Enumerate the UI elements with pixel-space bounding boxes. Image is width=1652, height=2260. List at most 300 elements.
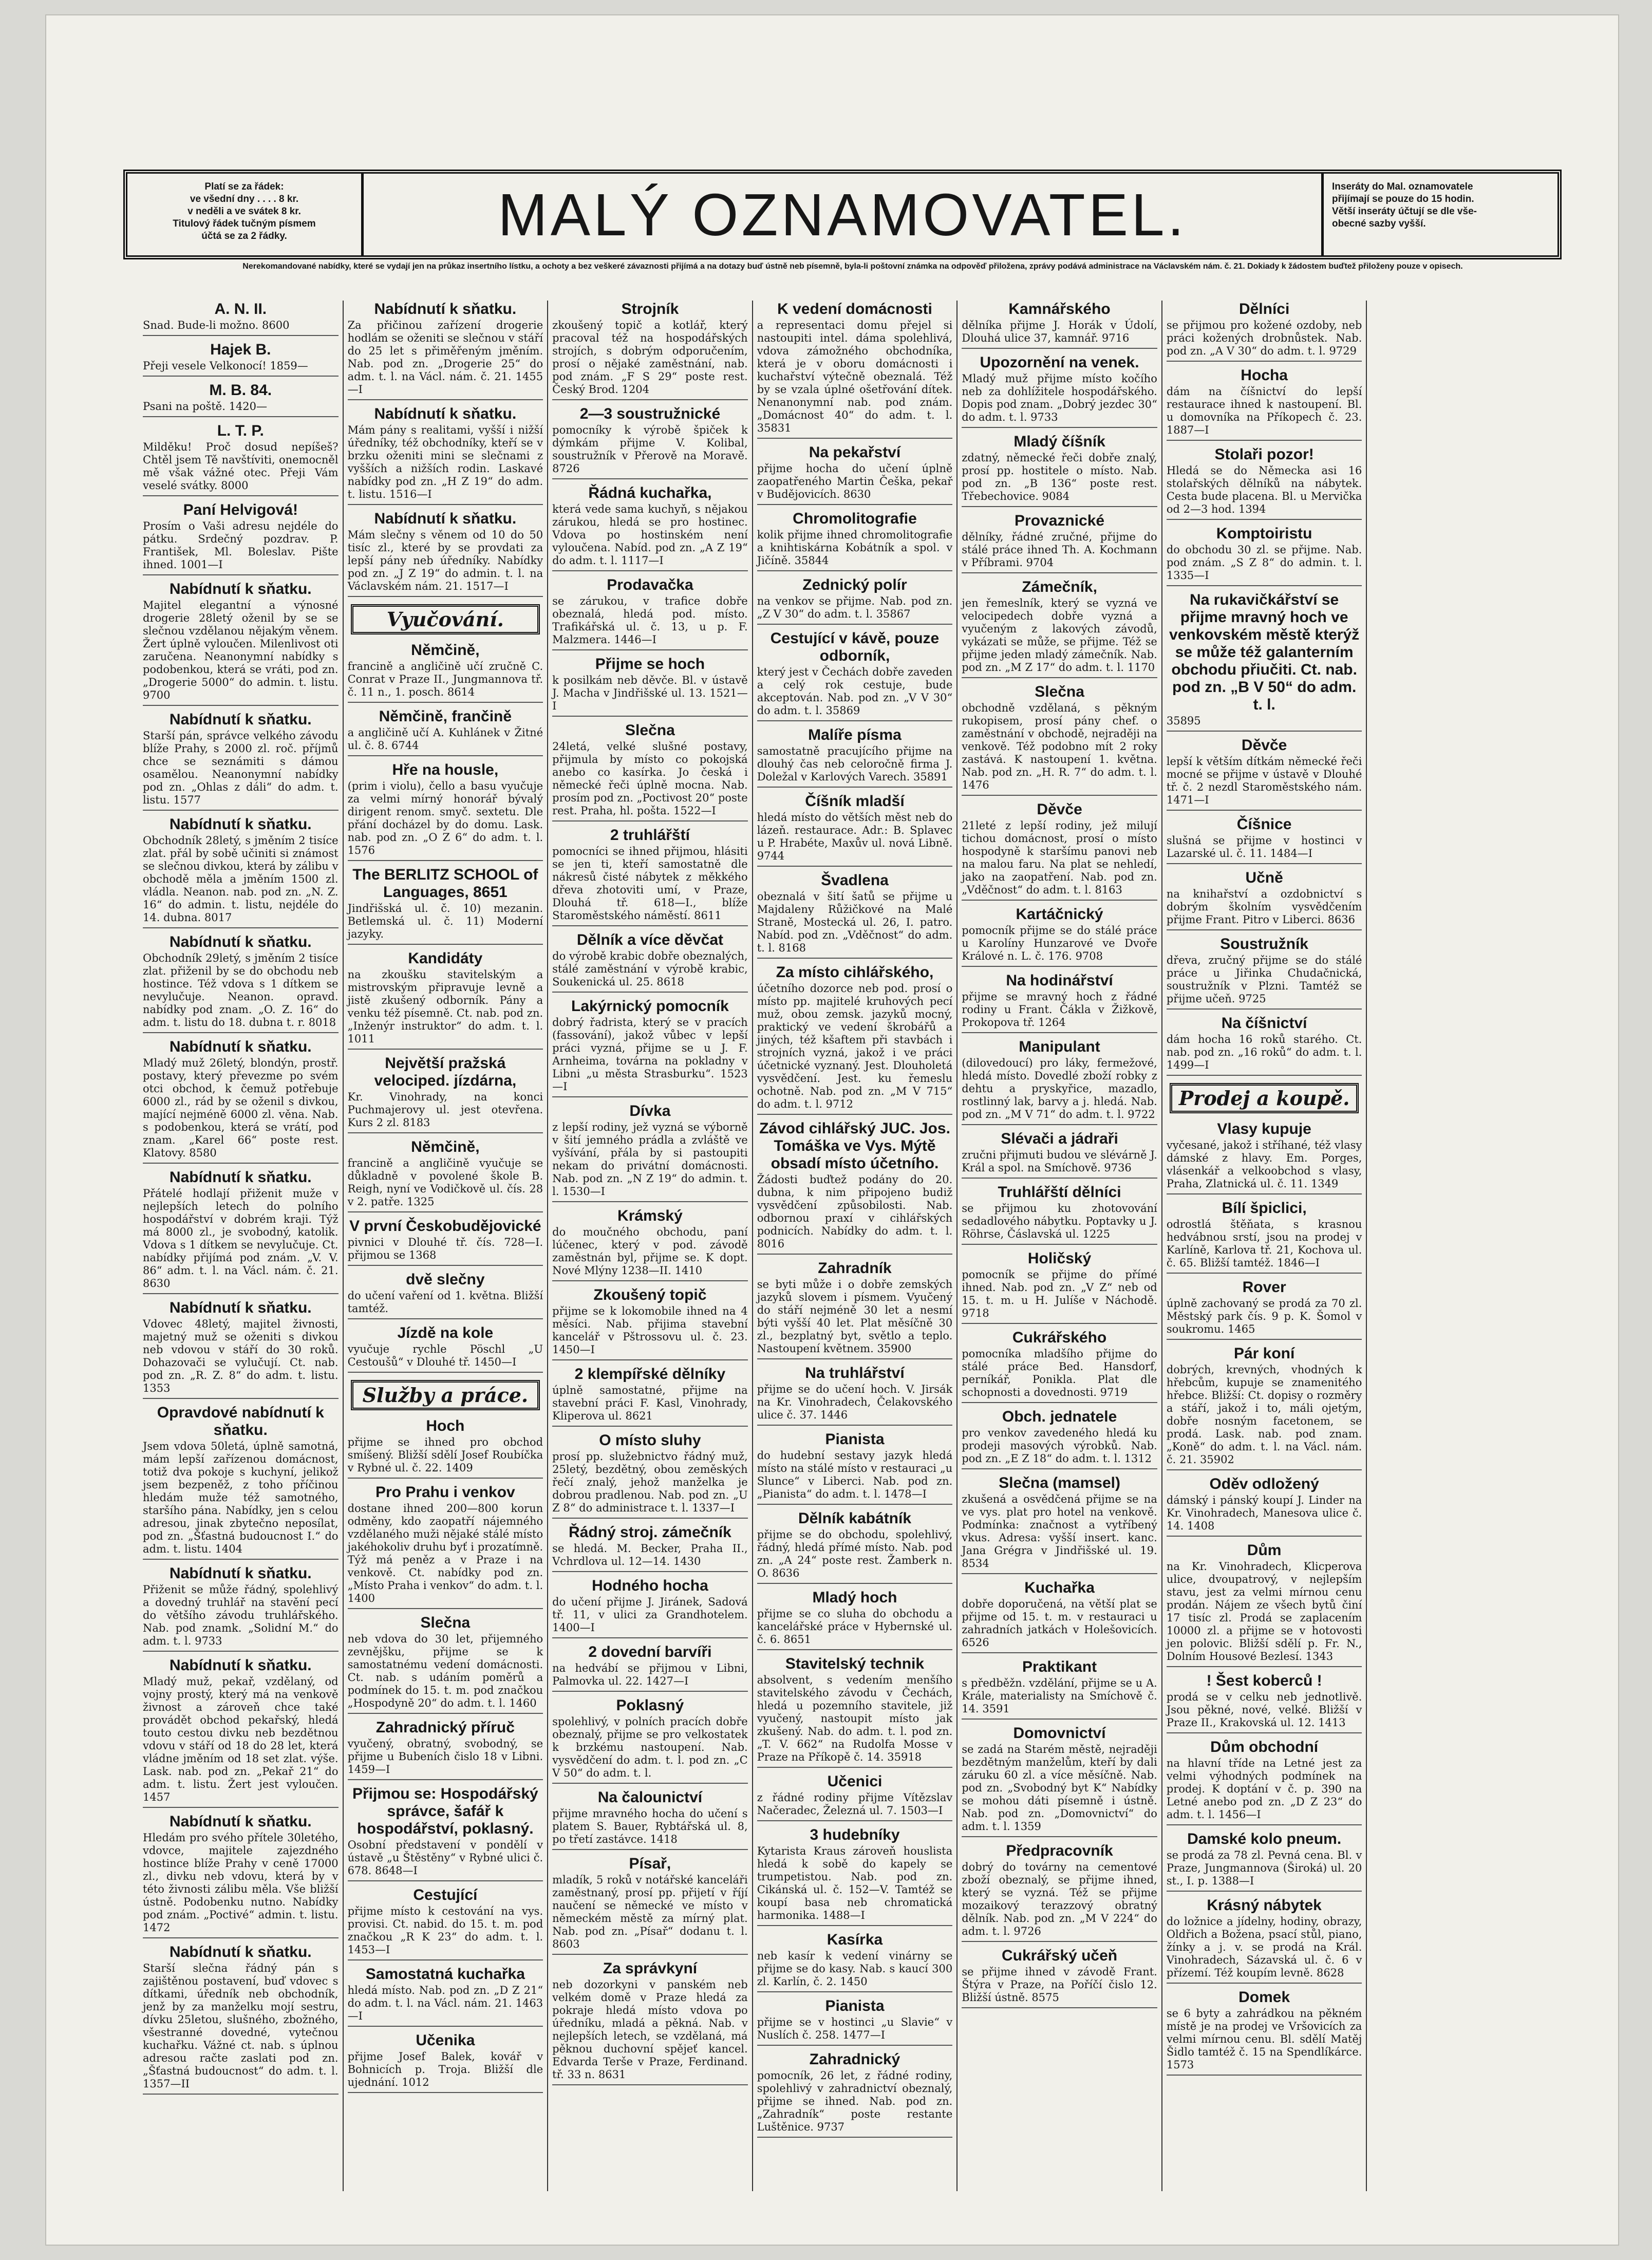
classified-ad [348,866,543,945]
ad-body: mladík, 5 roků v notářské kanceláři zaměstnaný, prosí pp. přijetí v říjí naučení se německé ve místo v německém městě za mírný plat. Nab. pod zn. „Písař“ dodanu t. l. 8603 [552,1874,748,1950]
info-line: obecné sazby vyšší. [1332,218,1426,229]
column-7 [1367,301,1572,2191]
section-heading: Vyučování. [351,604,540,634]
classified-ad [348,1055,543,1133]
ad-heading: Zámečník, [1022,578,1097,595]
ad-heading: Nabídnutí k sňatku. [169,1299,312,1316]
classified-ad [1167,1897,1362,1984]
ad-heading: Nabídnutí k sňatku. [374,405,517,422]
ad-body: Obchodník 28letý, s jměním 2 tisíce zlat. přál by sobě učiniti si známost se slečnou divkou, která by zálibu v obchodě měla a jměním 1500 zl. vládla. Neanon. nab. pod zn. „N. Z. 16“ do admin. t. listu, nejdéle do 14. dubna. 8017 [143,834,339,924]
ad-body: Prosím o Vaši adresu nejdéle do pátku. Srdečný pozdrav. P. František, Ml. Boleslav. Pište ihned. 1001—I [143,520,339,571]
ad-body: zkušená a osvědčená přijme se na ve vys. plat pro hotel na venkově. Podmínka: značnost a vytříbený vkus. Adresa: vyšší insert. kanc. Jana Grégra v Jindřišské ul. 19. 8534 [962,1493,1157,1570]
classified-ad [348,2032,543,2093]
price-line: ve všední dny . . . . 8 kr. [190,194,299,204]
classified-ad [143,422,339,496]
ad-heading: Nabídnutí k sňatku. [169,1657,312,1674]
ad-heading: Domovnictví [1013,1725,1106,1742]
classified-ad [552,301,748,400]
classified-ad [348,1324,543,1373]
ad-heading: Bílí špiclici, [1222,1200,1307,1217]
classified-ad [348,405,543,505]
ad-body: Hledám pro svého přítele 30letého, vdovce, majitele zajezdného hostince blíže Prahy v ceně 17000 zl., divku neb vdovu, která by v této živnosti zálibu měla. Vše bližší ústně. Podobenku nutno. Nabídky pod znám. „Poctivé“ admin. t. listu. 1472 [143,1832,339,1934]
classified-ad [962,1329,1157,1403]
ad-heading: Samostatná kuchařka [365,1966,525,1983]
ad-heading: M. B. 84. [209,382,272,399]
classified-ad [348,1966,543,2027]
classified-ad [1167,446,1362,520]
ad-body: Mladý muž 26letý, blondýn, prostř. postavy, který převezme po svém otci obchod, k čemuž potřebuje 6000 zl., rád by se oženil s divkou, mající nejméně 6000 zl. věna. Nab. s podobenkou, která se vrátí, pod znam. „Karel 66“ poste rest. Klatovy. 8580 [143,1057,339,1159]
ad-body: do moučného obchodu, paní lúčenec, který v pod. závodě zaměstnán byl, přijme se. K dopt. Nové Mlýny 1238—II. 1410 [552,1226,748,1277]
ad-body: do učení vaření od 1. května. Bližší tamtéž. [347,1290,543,1315]
ad-body: úplně samostatné, přijme na stavební práci F. Kasl, Vinohrady, Kliperova ul. 8621 [552,1384,748,1422]
ad-heading: The BERLITZ SCHOOL of Languages, 8651 [352,866,538,901]
ad-body: zručni přijmuti budou ve slévárně J. Král a spol. na Smíchově. 9736 [962,1149,1157,1174]
ad-heading: Nabídnutí k sňatku. [169,1944,312,1960]
ad-heading: 3 hudebníky [810,1826,900,1843]
ad-heading: Dělníci [1238,301,1290,317]
classified-ad [757,1510,953,1584]
classified-ad [962,433,1157,507]
ad-body: Přeji vesele Velkonocí! 1859— [143,360,308,372]
ad-heading: 2 klempířské dělníky [574,1366,726,1383]
ad-heading: Holičský [1027,1250,1092,1267]
ad-body: Jsem vdova 50letá, úplně samotná, mám lepší zařízenou domácnost, totiž dva pokoje s kuchyní, jelikož jsem bezpeněž, z toho příčinou hledám muže též samotného, staršího pána. Nabídky, jen s celou adresou, jinak zbytečno neposílat, pod zn. „Šťastná budoucnost I.“ do adm. t. listu. 1404 [143,1440,339,1555]
ad-heading: Krásný nábytek [1207,1897,1322,1914]
classified-ad [757,1655,953,1768]
ad-body: pomocník se přijme do přímé ihned. Nab. pod zn. „V Z“ neb od 15. t. m. u H. Julíše v Náchodě. 9718 [962,1268,1157,1319]
ad-body: do hudební sestavy jazyk hledá místo na stálé místo v restauraci „u Slunce“ v Liberci. Nab. pod zn. „Pianista“ do adm. t. l. 1478—I [757,1449,953,1500]
classified-ad [348,642,543,703]
ad-body: se hledá. M. Becker, Praha II., Vchrdlova ul. 12—14. 1430 [552,1542,748,1567]
ad-heading: Krámský [617,1207,683,1224]
classified-ad [552,1855,748,1955]
classified-ad [348,950,543,1050]
ad-body: pomocníci se ihned přijmou, hlásiti se jen ti, kteří samostatně dle nákresů čisté nábytek z měkkého dřeva zhotoviti umí, v Praze, Dlouhá tř. 618—I., blíže Staroměstského náměstí. 8611 [552,845,748,922]
ad-heading: Zahradnický příruč [376,1719,515,1736]
ad-heading: Prodavačka [607,576,693,593]
classified-ad [348,1614,543,1714]
classified-ad [1167,367,1362,441]
ad-body: dobrých, krevných, vhodných k hřebcům, kupuje se znamenitého hřebce. Bližší: Ct. dopisy o rozměry a stáří, jakož i to, máli ojetým, dobře nosným facetonem, se prodá. Lask. nab. pod znam. „Koně“ do adm. t. l. na Václ. nám. č. 21. 35902 [1166,1364,1362,1466]
ad-heading: Manipulant [1019,1038,1100,1055]
ad-heading: Opravdové nabídnutí k sňatku. [157,1404,324,1439]
classified-ad [757,576,953,625]
ad-heading: Nabídnutí k sňatku. [374,301,517,317]
classified-ad [552,484,748,571]
ad-body: se 6 byty a zahrádkou na pěkném místě je na prodej ve Vršovicích za velmi mírnou cenu. Bl. sdělí Matěj Šidlo tamtéž č. 15 na Spendlíkárce. 1573 [1166,2007,1362,2071]
ad-heading: Hajek B. [210,341,271,358]
classified-ad [1167,301,1362,362]
ad-heading: Hocha [1241,367,1288,384]
ad-body: přijme Josef Balek, kovář v Bohnicích p. Troja. Bližší dle ujednání. 1012 [347,2050,543,2088]
page-title: MALÝ OZNAMOVATEL. [498,181,1187,248]
classified-ad [1167,1120,1362,1194]
classified-ad [348,1417,543,1479]
ad-heading: L. T. P. [217,422,264,439]
ad-body: Přiženit se může řádný, spolehlivý a dovedný truhlář na stavění pecí do většího závodu truhlářského. Nab. pod znamk. „Solidní M.“ do adm. t. l. 9733 [143,1583,339,1647]
ad-heading: Soustružník [1220,936,1308,952]
ad-body: se přijmou ku zhotovování sedadlového nábytku. Poptavky u J. Röhrse, Čáslavská ul. 1225 [962,1202,1157,1240]
ad-heading: Praktikant [1022,1658,1097,1675]
ad-heading: Zahradnický [809,2051,900,2068]
ad-body: Osobní představení v pondělí v ústavě „u Štěstěny“ v Rybné ulici č. 678. 8648—I [347,1839,543,1877]
ad-heading: Pianista [825,1997,885,2014]
classified-ad [757,793,953,867]
ad-body: s předběžn. vzdělání, přijme se u A. Krále, materialisty na Smíchově č. 14. 3591 [962,1677,1157,1715]
classified-ad [552,1960,748,2085]
ad-heading: Předpracovník [1006,1842,1113,1859]
classified-ad [757,1120,953,1255]
ad-heading: dvě slečny [406,1271,485,1288]
ad-body: dám hocha 16 roků starého. Ct. nab. pod zn. „16 roků“ do adm. t. l. 1499—I [1166,1033,1362,1071]
classified-ad [1167,1279,1362,1340]
classified-ad [1167,936,1362,1010]
classified-ad [143,341,339,377]
ad-body: Mám pány s realitami, vyšší i nižší úředníky, též obchodníky, kteří se v brzku oženiti mini se slečnami z vyšších a nižších rodin. Laskavé nabídky pod zn. „H Z 19“ do adm. t. listu. 1516—I [347,424,543,500]
classified-ad [962,1130,1157,1179]
ad-body: vyučený, obratný, svobodný, se přijme u Bubeních čislo 18 v Libni. 1459—I [347,1738,543,1776]
ad-heading: Pár koní [1233,1345,1295,1362]
ad-heading: Děvče [1241,737,1287,754]
ad-heading: Strojník [621,301,679,317]
ad-heading: Malíře písma [808,726,902,743]
ad-body: přijme se co sluha do obchodu a kancelářské práce v Hybernské ul. č. 6. 8651 [757,1608,953,1646]
ad-heading: Nabídnutí k sňatku. [169,816,312,833]
ad-body: francině a angličině učí zručně C. Conrat v Praze II., Jungmannova tř. č. 11 n., 1. posch. 8614 [347,660,543,698]
ad-heading: Kuchařka [1024,1579,1095,1596]
classified-ad [757,726,953,788]
classified-ad [1167,1345,1362,1470]
ad-heading: Závod cihlářský JUC. Jos. Tomáška ve Vys. Mýtě obsadí místo účetního. [759,1120,950,1172]
ad-heading: A. N. II. [214,301,267,317]
ad-body: Mám slečny s věnem od 10 do 50 tisíc zl., které by se provdati za lepší pány neb úředníky. Nabídky pod zn. „J Z 19“ do admin. t. l. na Václavském nám. 21. 1517—I [347,529,543,592]
ad-heading: Kandidáty [408,950,483,967]
ad-body: obchodně vzdělaná, s pěkným rukopisem, prosí pány chef. o zaměstnání v obchodě, nejraději na venkově. Též podobno mít 2 roky zastává. K nastoupení 1. května. Nab. pod zn. „H. R. 7“ do adm. t. l. 1476 [962,702,1157,791]
price-line: v neděli a ve svátek 8 kr. [187,206,301,217]
ad-body: Žádosti buďtež podány do 20. dubna, k nim připojeno budiž vysvědčení způsobilosti. Nab. odbornou praxí v cihlářských podnicích. Nabídky do adm. t. l. 8016 [757,1173,953,1250]
ad-body: hledá místo do větších měst neb do lázeň. restaurace. Adr.: B. Splavec u P. Hrabéte, Maxův ul. nová Libně. 9744 [757,811,953,862]
ad-body: prosí pp. služebnictvo řádný muž, 25letý, bezdětný, obou zeměských řečí znalý, jehož manželka je dobrou pradlenou. Nab. pod zn. „U Z 8“ do administrace t. l. 1337—I [552,1450,748,1514]
ad-body: do učení přijme J. Jiránek, Sadová tř. 11, v ulici za Grandhotelem. 1400—I [552,1596,748,1634]
classified-ad [552,656,748,717]
classified-ad [962,1842,1157,1942]
ad-body: která vede sama kuchyň, s nějakou zárukou, hledá se pro hostinec. Vdova po hostinském není vyloučena. Nabíd. pod zn. „A Z 19“ do adm. t. l. 1117—I [552,503,748,567]
ad-body: obeznalá v šití šatů se přijme u Majdaleny Růžičkové na Malé Straně, Mostecká ul. 26, I. patro. Nabíd. pod zn. „Vděčnost“ do adm. t. l. 8168 [757,890,953,954]
ad-body: Kytarista Kraus zároveň houslista hledá k sobě do kapely se trumpetistou. Nab. pod zn. Cikánská ul. č. 152—V. Tamtéž se koupí basa neb chromatická harmonika. 1488—I [757,1845,953,1921]
ad-body: zdatný, německé řeči dobře znalý, prosí pp. hostitele o místo. Nab. pod zn. „B 136“ poste rest. Třebechovice. 9084 [962,452,1157,502]
classified-ad [1167,1542,1362,1667]
ad-body: se zadá na Starém městě, nejraději bezdětným manželům, kteří by dali záruku 60 zl. a více měsíčně. Nab. pod zn. „Svobodný byt K“ Nabídky se mohou dáti písemně i ústně. Nab. pod zn. „Domovnictví“ do adm. t. l. 1359 [962,1743,1157,1833]
ad-heading: Nabídnutí k sňatku. [374,510,517,527]
ad-body: účetního dozorce neb pod. prosí o místo pp. majitelé kruhových pecí muž, obou zemsk. jazyků mocný, praktický ve vedení škrobářů a jiných, též kšaftem při stavbách i strojních vyzná, jakož i ve práci účetnické vyznaný. Jest. Dlouholetá vysvědčení. Jest. ku řemeslu ochotně. Nab. pod zn. „M V 715“ do adm. t. l. 9712 [757,982,953,1110]
ad-heading: Chromolitografie [793,510,917,527]
classified-ad [348,510,543,597]
classified-ad [757,630,953,721]
classified-ad [552,1789,748,1850]
ad-body: přijme se do učení hoch. V. Jirsák na Kr. Vinohradech, Čelakovského ulice č. 37. 1446 [757,1383,953,1421]
classified-ad [962,512,1157,573]
ad-columns [139,301,1572,2191]
ad-body: Kr. Vinohrady, na konci Puchmajerovy ul. jest otevřena. Kurs 2 zl. 8183 [347,1091,543,1129]
ad-heading: Cukrářský učeň [1002,1947,1118,1964]
ad-body: a representaci domu přejel si nastoupiti intel. dáma spolehlivá, vdova zámožného obchodníka, která je v oboru domácnosti i kuchařství výtečně obeznalá. Též by se vzala úplné ošetřování dítek. Nenanonymní nab. pod znám. „Domácnost 40“ do adm. t. l. 35831 [757,319,953,434]
classified-ad [348,1138,543,1212]
classified-ad [143,1299,339,1399]
insert-info-box [1321,174,1557,255]
ad-heading: Komptoiristu [1216,525,1312,542]
classified-ad [552,1366,748,1427]
ad-body: dělníky, řádné zručné, přijme do stálé práce ihned Th. A. Kochmann v Příbrami. 9704 [962,531,1157,569]
ad-body: na hedvábí se přijmou v Libni, Palmovka ul. 22. 1427—I [552,1662,748,1687]
ad-heading: Nabídnutí k sňatku. [169,933,312,950]
ad-heading: Slečna (mamsel) [999,1474,1120,1491]
ad-heading: Nabídnutí k sňatku. [169,1038,312,1055]
ad-body: Starší slečna řádný pán s zajištěnou postavení, buď vdovec s dítkami, úředník neb obchodník, jenž by za manželku mojí sestru, dívku 25letou, slušného, zbožného, všestranné dovedné, vytečnou kuchařku. Vážné ct. nab. s úplnou adresou račte zaslati pod zn. „Šťastná budoucnost“ do adm. t. l. 1357—II [143,1962,339,2090]
ad-body: a angličině učí A. Kuhlánek v Žitné ul. č. 8. 6744 [347,726,543,752]
classified-ad [962,1658,1157,1720]
classified-ad [757,510,953,571]
ad-body: vyčesané, jakož i stříhané, též vlasy dámské z hlavy. Em. Porges, vlásenkář a velkoobchod s vlasy, Praha, Zlatnická ul. č. 11. 1349 [1166,1139,1362,1190]
ad-heading: Němčině, [411,1138,480,1155]
classified-ad [962,1408,1157,1469]
ad-heading: Učenika [416,2032,475,2049]
classified-ad [757,872,953,959]
classified-ad [962,1184,1157,1245]
price-box [127,174,364,255]
ad-heading: Dělník kabátník [798,1510,912,1527]
ad-body: dostane ihned 200—800 korun odměny, kdo zaopatří nájemného vzdělaného muži nějaké stálé místo jakéhokoliv druhu byť i prozatímně. Týž má peněz a v Praze i na venkově. Ct. nabídky pod zn. „Místo Praha i venkov“ do adm. t. l. 1400 [347,1502,543,1604]
classified-ad [962,1250,1157,1324]
classified-ad [143,501,339,575]
ad-body: Psani na poště. 1420— [143,400,268,413]
classified-ad [962,1579,1157,1653]
ad-body: Mladý muž, pekař, vzdělaný, od vojny prostý, který má na venkově živnost a zároveň chce také provádět obchod pekařský, hledá touto cestou divku neb bezdětnou vdovu v stáří od 18 do 28 let, která vládne jměním od 18 set zlat. výše. Lask. nab. pod zn. „Pekař 21“ do adm. t. listu. Žert jest vyloučen. 1457 [143,1675,339,1803]
ad-heading: Kamnářského [1008,301,1111,317]
ad-body: neb dozorkyni v panském neb velkém domě v Praze hledá za pokraje hledá místo vdova po úředníku, mladá a pěkná. Nab. v nejlepších letech, se vzdělaná, má pěknou duchovní spějeť kancel. Edvarda Terše v Praze, Ferdinand. tř. 33 n. 8631 [552,1978,748,2081]
ad-heading: Němčině, [411,642,480,659]
ad-heading: Pro Prahu i venkov [375,1484,515,1501]
classified-ad [962,301,1157,349]
classified-ad [962,683,1157,796]
classified-ad [143,1944,339,2095]
ad-body: dobrý řadrista, který se v pracích (fassování), jakož vůbec v lepší práci vyzná, přijme se u J. F. Arnheima, továrna na pokladny v Libni „u města Strasburku“. 1523—I [552,1016,748,1093]
ad-body: přijme mravného hocha do učení s platem S. Bauer, Rybtářská ul. 8, po třetí zastávce. 1418 [552,1807,748,1845]
ad-heading: Damské kolo pneum. [1187,1831,1342,1847]
classified-ad [348,1218,543,1266]
ad-heading: Na rukavičkářství se přijme mravný hoch ve venkovském městě kterýž se může též galanterním obchodu přiučiti. Ct. nab. pod zn. „B V 50“ do adm. t. l. [1169,591,1360,713]
classified-ad [143,1038,339,1164]
classified-ad [1167,737,1362,811]
classified-ad [143,1813,339,1938]
ad-heading: Největší pražská velociped. jízdárna, [374,1055,517,1089]
ad-body: (prim i violu), čello a basu vyučuje za velmi mírný honorář bývalý dirigent renom. smyč. sextetu. Dle přání docházel by do domu. Lask. nab. pod zn. „O Z 6“ do adm. t. l. 1576 [347,780,543,856]
classified-ad [348,301,543,400]
ad-body: 21leté z lepší rodiny, jež milují tichou domácnost, prosí o místo hospodyně k staršímu panovi neb na malou faru. Na plat se nehledí, jako na zaopatření. Nab. pod zn. „Vděčnost“ do adm. t. l. 8163 [962,819,1157,896]
price-line: Platí se za řádek: [204,181,284,192]
classified-ad [143,1169,339,1294]
ad-heading: Nabídnutí k sňatku. [169,1813,312,1830]
classified-ad [757,1773,953,1821]
ad-heading: Domek [1238,1989,1290,2006]
ad-heading: Vlasy kupuje [1217,1120,1311,1137]
classified-ad [757,1826,953,1926]
ad-heading: Rover [1242,1279,1286,1296]
ad-body: na zkoušku stavitelským a mistrovským připravuje levně a jistě zkušený odborník. Pány a venku též písemně. Ct. nab. pod zn. „Inženýr instruktor“ do adm. t. l. 1011 [347,968,543,1045]
classified-ad [552,1207,748,1281]
classified-ad [552,722,748,821]
classified-ad [962,906,1157,967]
classified-ad [143,1565,339,1652]
ad-heading: Na pekařství [809,444,901,461]
price-line: Titulový řádek tučným písmem [173,218,316,229]
ad-heading: Za místo cihlářského, [776,964,934,981]
ad-heading: Upozornění na venek. [980,354,1139,371]
ad-heading: Řádný stroj. zámečník [569,1524,731,1541]
ad-heading: Slečna [420,1614,471,1631]
ad-body: na venkov se přijme. Nab. pod zn. „Z V 30“ do adm. t. l. 35867 [757,595,953,620]
classified-ad [348,1785,543,1881]
ad-body: odrostlá štěňata, s krasnou hedvábnou srstí, jsou na prodej v Karlíně, Karlova tř. 21, Kochova ul. č. 65. Bližší tamtéž. 1846—I [1166,1218,1362,1269]
classified-ad [552,576,748,650]
ad-heading: Slečna [625,722,675,739]
classified-ad [143,581,339,706]
ad-body: z lepší rodiny, jež vyzná se výborně v šití jemného prádla a zvláště ve vyšívání, přála by si pastoupiti nekam do privátní domácnosti. Nab. pod zn. „N Z 19“ do admin. t. l. 1530—I [552,1121,748,1198]
classified-ad [757,1431,953,1505]
ad-heading: Mladý číšník [1013,433,1105,450]
ad-heading: Nabídnutí k sňatku. [169,1169,312,1186]
classified-ad [348,1887,543,1960]
ad-body: hledá místo. Nab. pod zn. „D Z 21“ do adm. t. l. na Václ. nám. 21. 1463—I [347,1984,543,2022]
ad-body: přijme místo k cestování na vys. provisi. Ct. nabid. do 15. t. m. pod značkou „R K 23“ do adm. t. l. 1453—I [347,1905,543,1956]
ad-body: pivnici v Dlouhé tř. čís. 728—I. přijmou se 1368 [347,1236,543,1261]
ad-body: Starší pán, správce velkého závodu blíže Prahy, s 2000 zl. roč. příjmů chce se seznámiti s dámou osamělou. Neanonymní nabídky pod zn. „Ohlas z dáli“ do adm. t. listu. 1577 [143,730,339,806]
ad-heading: Dívka [629,1103,671,1119]
classified-ad [552,827,748,926]
section-heading: Prodej a koupě. [1170,1083,1359,1113]
ad-heading: Na truhlářství [805,1365,905,1381]
ad-body: na Kr. Vinohradech, Klicperova ulice, dvoupatrový, v nejlepším stavu, jest za velmi mírnou cenu prodán. Nájem ze všech bytů činí 17 tisíc zl. Prodá se zaplacením 10000 zl. a přijme se v hotovosti jen polovic. Bližší sdělí p. Fr. N., Dolním Housové Bezlesí. 1343 [1166,1560,1362,1663]
info-line: přijímají se pouze do 15 hodin. [1332,194,1474,204]
classified-ad [143,711,339,811]
ad-body: 24letá, velké slušné postavy, přijmula by místo co pokojská anebo co kasírka. Jo česká i německé řeči úplně mocna. Nab. prosím pod zn. „Poctivost 20“ poste rest. Praha, hl. pošta. 1522—I [552,740,748,817]
ad-body: Jindřišská ul. č. 10) mezanin. Betlemská ul. č. 11) Moderní jazyky. [347,902,543,940]
classified-ad [552,1577,748,1638]
classified-ad [757,1365,953,1426]
ad-heading: Švadlena [821,872,889,889]
ad-heading: Truhlářští dělníci [998,1184,1121,1201]
ad-body: Za přičinou zařízení drogerie hodlám se oženiti se slečnou v stáří do 25 let s přiměřeným jměním. Nab. pod zn. „Drogerie 25“ do adm. t. l. na Václ. nám. č. 21. 1455—I [347,319,543,396]
classified-ad [962,801,1157,901]
ad-body: vyučuje rychle Pöschl „U Cestoušů“ v Dlouhé tř. 1450—I [347,1343,543,1368]
classified-ad [1167,1989,1362,2076]
ad-heading: 2 truhlářští [610,827,690,844]
ad-heading: Zednický polír [802,576,907,593]
ad-heading: Paní Helvigová! [183,501,298,518]
ad-heading: 2 dovední barvíři [588,1643,712,1660]
classified-ad [962,1038,1157,1125]
ad-heading: Dům obchodní [1210,1739,1319,1755]
classified-ad [1167,1831,1362,1892]
ad-body: se prodá za 78 zl. Pevná cena. Bl. v Praze, Jungmannova (Široká) ul. 20 st., I. p. 1388—I [1166,1849,1362,1887]
ad-heading: Cestující [413,1887,478,1903]
classified-ad [757,964,953,1115]
column-6 [1162,301,1367,2191]
classified-ad [552,405,748,479]
ad-body: přijme se mravný hoch z řádné rodiny u Frant. Čákla v Žižkově, Prokopova tř. 1264 [962,991,1157,1029]
ad-heading: Řádná kuchařka, [588,484,712,501]
classified-ad [1167,525,1362,586]
ad-body: (dilovedoucí) pro láky, fermežové, hledá místo. Dovedlé zboží robky z dehtu a pryskyřice, mazadlo, rostlinný lak, barvy a j. hledá. Nab. pod zn. „M V 71“ do adm. t. l. 9722 [962,1057,1157,1120]
info-line: Inseráty do Mal. oznamovatele [1332,181,1473,192]
ad-body: pro venkov zavedeného hledá ku prodeji masových výrobků. Nab. pod zn. „E Z 18“ do adm. t. l. 1312 [962,1427,1157,1465]
classified-ad [348,1484,543,1609]
classified-ad [962,578,1157,678]
ad-heading: Dělník a více děvčat [576,931,723,948]
classified-ad [552,931,748,993]
ad-heading: Cestující v kávě, pouze odborník, [770,630,940,664]
ad-heading: Číšnice [1236,816,1292,833]
ad-body: do obchodu 30 zl. se přijme. Nab. pod znám. „S Z 8“ do admin. t. l. 1335—I [1166,544,1362,582]
classified-ad [552,1697,748,1784]
ad-body: dobře doporučená, na větší plat se přijme od 15. t. m. v restauraci u zahradních jatkách v Holešovicích. 6526 [962,1598,1157,1649]
ad-body: pomocníka mladšího přijme do stálé práce Bed. Hansdorf, perníkář, Ponikla. Plat dle schopnosti a dovednosti. 9719 [962,1348,1157,1398]
classified-ad [552,1103,748,1202]
ad-body: neb vdova do 30 let, přijemného zevnějšku, přijme se k samostatnému vedení domácnosti. Ct. nab. s udáním poměrů a podmínek do 15. t. m. pod značkou „Hospodyně 20“ do adm. t. l. 1460 [347,1633,543,1709]
ad-heading: O místo sluhy [599,1432,701,1449]
ad-body: přijme se k lokomobile ihned na 4 měsíci. Nab. přijima stavební kancelář v Pštrossovu ul. č. 23. 1450—I [552,1305,748,1356]
ad-heading: Provaznické [1015,512,1105,529]
ad-body: Obchodník 29letý, s jměním 2 tisíce zlat. přiženil by se do obchodu neb hostince. Též vdova s 1 dítkem se nevylučuje. Neanon. opravd. nabídky pod znam. „O. Z. 16“ do adm. t. listu do 18. dubna t. r. 8018 [143,952,339,1029]
ad-body: se přijmou pro kožené ozdoby, neb práci kožených drobnůstek. Nab. pod zn. „A V 30“ do adm. t. l. 9729 [1166,319,1362,357]
column-2 [344,301,549,2191]
ad-heading: Učenici [827,1773,883,1790]
classified-ad [962,354,1157,428]
classified-ad [348,708,543,756]
ad-heading: Na číšnictví [1221,1015,1307,1032]
ad-heading: Přijmou se: Hospodářský správce, šafář k hospodářství, poklasný. [352,1785,538,1837]
classified-ad [962,972,1157,1033]
ad-body: slušná se přijme v hostinci v Lazarské ul. č. 11. 1484—I [1166,834,1362,860]
ad-heading: Na čalounictví [597,1789,703,1806]
ad-body: se zárukou, v trafice dobře obeznalá, hledá pod. místo. Trafikářská ul. č. 13, u p. F. Malzmera. 1446—I [552,595,748,646]
ad-heading: Kartáčnický [1016,906,1103,923]
ad-body: Milděku! Proč dosud nepíšeš? Chtěl jsem Tě navštíviti, onemocněl mě však vážné otec. Přeji Vám veselé svátky. 8000 [143,441,339,492]
ad-body: Snad. Bude-li možno. 8600 [143,319,290,331]
ad-heading: Děvče [1037,801,1082,818]
classified-ad [757,444,953,505]
classified-ad [552,998,748,1097]
ad-heading: Hoch [426,1417,465,1434]
ad-heading: Mladý hoch [812,1589,897,1606]
ad-body: dělníka přijme J. Horák v Údolí, Dlouhá ulice 37, kamnář. 9716 [962,319,1157,344]
ad-heading: Přijme se hoch [595,656,705,673]
classified-ad [1167,1200,1362,1274]
ad-heading: Slévači a jádraři [1001,1130,1118,1147]
ad-heading: Stolaři pozor! [1214,446,1314,463]
ad-heading: Nabídnutí k sňatku. [169,711,312,728]
ad-body: se přijme ihned v závodě Frant. Štýra v Praze, na Poříčí čislo 12. Bližší ústně. 8575 [962,1966,1157,2004]
ad-heading: Cukrářského [1012,1329,1107,1346]
ad-heading: Kasírka [827,1931,883,1948]
section-heading: Služby a práce. [351,1380,540,1410]
ad-body: prodá se v celku neb jednotlivě. Jsou pěkné, nové, velké. Bližší v Praze II., Krakovská ul. 12. 1413 [1166,1691,1362,1729]
ad-heading: Písař, [629,1855,671,1872]
ad-heading: Lakýrnický pomocník [571,998,729,1015]
ad-body: jen řemeslník, který se vyzná ve velocipedech dobře vyzná a vyučeným z lakových závodů, vykázati se může, se přijme. Též se přijme jeden mladý zámečník. Nab. pod zn. „M Z 17“ do adm. t. l. 1170 [962,597,1157,674]
masthead [123,170,1562,259]
newspaper-page [46,15,1618,2245]
ad-heading: Stavitelský technik [785,1655,925,1672]
